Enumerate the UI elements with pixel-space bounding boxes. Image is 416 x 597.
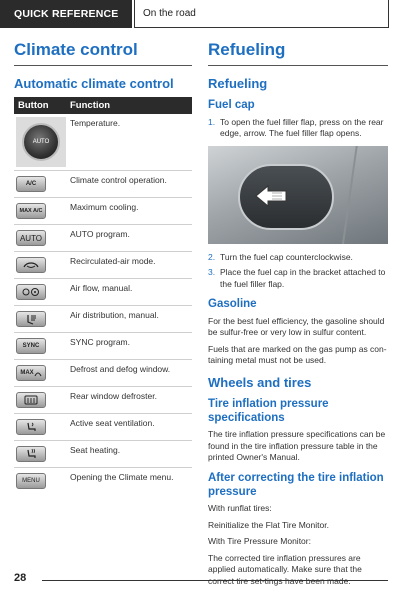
paragraph: Reinitialize the Flat Tire Monitor. xyxy=(208,519,329,530)
page-number: 28 xyxy=(14,572,27,584)
table-header-button: Button xyxy=(18,100,49,111)
table-row xyxy=(14,468,192,494)
seat-heating-icon xyxy=(16,446,46,462)
auto-button-icon: AUTO xyxy=(16,230,46,246)
sync-button-icon: SYNC xyxy=(16,338,46,354)
function-text: Rear window defroster. xyxy=(70,391,157,401)
table-row xyxy=(14,414,192,441)
function-text: Maximum cooling. xyxy=(70,202,139,212)
rear-defroster-icon xyxy=(16,392,46,408)
max-ac-button-icon: MAX A/C xyxy=(16,203,46,219)
function-text: AUTO program. xyxy=(70,229,130,239)
table-row xyxy=(14,387,192,414)
seat-ventilation-icon xyxy=(16,419,46,435)
temperature-knob-icon: AUTO xyxy=(16,117,66,167)
function-text: Temperature. xyxy=(70,118,121,128)
fuel-filler-flap-image xyxy=(208,146,388,244)
fan-icon xyxy=(16,284,46,300)
chapter-label: On the road xyxy=(134,0,389,28)
step-item: 3. Place the fuel cap in the bracket attached to the fuel filler flap. xyxy=(208,267,386,289)
paragraph: Fuels that are marked on the gas pump as con-taining metal must not be used. xyxy=(208,343,387,366)
section-tab: QUICK REFERENCE xyxy=(0,0,132,28)
footer-rule xyxy=(42,580,388,581)
heading-after-correcting: After correcting the tire inflation pressure xyxy=(208,471,384,498)
page-title-refueling: Refueling xyxy=(208,40,388,66)
paragraph: The corrected tire inflation pressures are applied automatically. Make sure that the xyxy=(208,552,362,575)
ac-button-icon: A/C xyxy=(16,176,46,192)
paragraph: The tire inflation pressure specifications can be found in the tire inflation pressure table in the printed Owner's Manual. xyxy=(208,429,386,463)
function-text: SYNC program. xyxy=(70,337,130,347)
heading-wheels-tires: Wheels and tires xyxy=(208,374,312,390)
air-distribution-icon xyxy=(16,311,46,327)
function-text: Air distribution, manual. xyxy=(70,310,159,320)
step-item: 1. To open the fuel filler flap, press on the rear edge, arrow. The fuel filler flap opens. xyxy=(208,116,384,139)
paragraph: For the best fuel efficiency, the gasoline should be sulfur-free or very low in sulfur content. xyxy=(208,315,385,338)
table-row xyxy=(14,306,192,333)
heading-gasoline: Gasoline xyxy=(208,298,257,311)
left-column xyxy=(14,40,192,494)
function-text: Air flow, manual. xyxy=(70,283,133,293)
arrow-icon xyxy=(252,180,292,210)
step-item: 2. Turn the fuel cap counterclockwise. xyxy=(208,251,353,262)
table-row xyxy=(14,198,192,225)
heading-fuel-cap: Fuel cap xyxy=(208,99,255,111)
table-row xyxy=(14,114,192,171)
table-row xyxy=(14,360,192,387)
table-header xyxy=(14,97,192,114)
table-row xyxy=(14,225,192,252)
table-row xyxy=(14,333,192,360)
menu-button-icon: MENU xyxy=(16,473,46,489)
function-text: Defrost and defog window. xyxy=(70,364,171,374)
recirculation-icon xyxy=(16,257,46,273)
subtitle-refueling: Refueling xyxy=(208,76,268,91)
function-text: Opening the Climate menu. xyxy=(70,472,174,482)
paragraph: With Tire Pressure Monitor: xyxy=(208,536,311,547)
function-text: Recirculated-air mode. xyxy=(70,256,156,266)
table-row xyxy=(14,279,192,306)
function-text: Seat heating. xyxy=(70,445,121,455)
page-title-climate: Climate control xyxy=(14,40,192,66)
table-row xyxy=(14,171,192,198)
subtitle-automatic-climate: Automatic climate control xyxy=(14,76,174,91)
table-row xyxy=(14,441,192,468)
table-row xyxy=(14,252,192,279)
paragraph: With runflat tires: xyxy=(208,503,272,514)
function-text: Active seat ventilation. xyxy=(70,418,155,428)
right-column xyxy=(208,40,388,592)
table-header-function: Function xyxy=(70,100,111,111)
function-text: Climate control operation. xyxy=(70,175,167,185)
max-defrost-icon: MAX xyxy=(16,365,46,381)
heading-tire-spec: Tire inflation pressure specifications xyxy=(208,397,329,424)
